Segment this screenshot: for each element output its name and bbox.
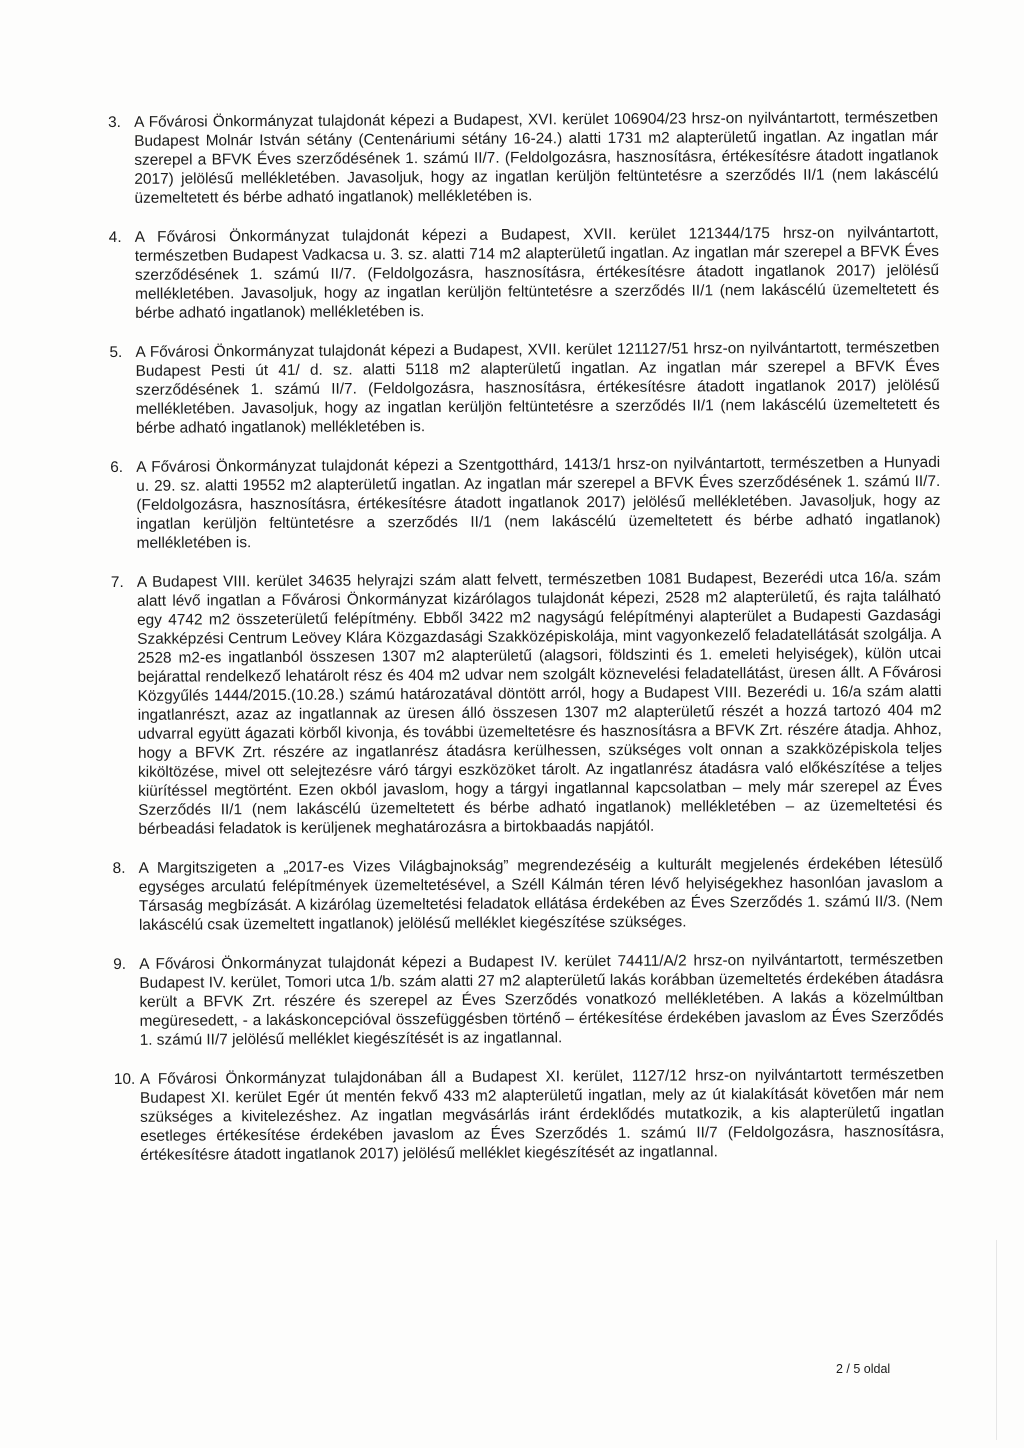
list-item: [110, 453, 941, 553]
item-text: A Budapest VIII. kerület 34635 helyrajzi szám alatt felvett, természetben 1081 Budapest, Bezerédi utca 16/a. szám alatt lévő ingatlan a Fővárosi Önkormányzat kizárólagos tulajdonát képezi, 2528 m2 alapterületű, és rajta található egy 4742 m2 összeterületű felépítmény. Ebből 3422 m2 nagyságú felépítményi alapterület a Budapesti Gazdasági Szakképzési Centrum Leövey Klára Közgazdasági Szakközépiskolája, mint vagyonkezelő feladatellátását szolgálja. A 2528 m2-es ingatlanból összesen 1307 m2 alapterületű (alagsori, földszinti és 1. emeleti helyiségek), külön utcai bejárattal rendelkező lehatárolt rész és 404 m2 udvar nem szolgált köznevelési feladatellátást, üresen állt. A Fővárosi Közgyűlés 1444/2015.(10.28.) számú határozatával döntött arról, hogy a Budapest VIII. Bezerédi u. 16/a szám alatti ingatlanrészt, azaz az ingatlannak az üresen álló összesen 1307 m2 alapterületű részét a hozzá tartozó 404 m2 udvarral együtt ágazati körből kivonja, és további üzemeltetésre és hasznosításra a BFVK Zrt. részére átadja. Ahhoz, hogy a BFVK Zrt. részére az ingatlanrész átadásra kerülhessen, szükséges volt onnan a szakközépiskola teljes kiköltözése, mivel ott selejtezésre váró tárgyi eszközöket tárolt. Az ingatlanrész átadásra való előkészítése a teljes kiürítéssel megtörtént. Ezen okból javaslom, hogy a tárgyi ingatlannal kapcsolatban – mely már szerepel az Éves Szerződés II/1 (nem lakáscélú üzemeltetett és bérbe adható ingatlanok) mellékletében – az üzemeltetési és bérbeadási feladatok is kerüljenek meghatározásra a birtokbaadás napjától.: [136, 568, 943, 838]
document-body: [108, 108, 945, 1185]
item-number: 8.: [112, 859, 126, 877]
list-item: [108, 108, 939, 208]
item-number: 10.: [113, 1070, 136, 1088]
item-text: A Fővárosi Önkormányzat tulajdonát képezi a Budapest IV. kerület 74411/A/2 hrsz-on nyilvántartott, természetben Budapest IV. kerület, Tomori utca 1/b. szám alatti 27 m2 alapterületű lakás korábban üzemeltetés érdekében átadásra került a BFVK Zrt. részére és szerepel az Éves Szerződés vonatkozó mellékletében. A lakás a közelmúltban megüresedett, - a lakáskoncepcióval összefüggésben történő – értékesítése érdekében javaslom az Éves Szerződés 1. számú II/7 jelölésű melléklet kiegészítését is az ingatlannal.: [139, 950, 944, 1049]
list-item: [109, 223, 940, 323]
list-item: [113, 854, 943, 935]
item-text: A Fővárosi Önkormányzat tulajdonát képezi a Budapest, XVI. kerület 106904/23 hrsz-on nyilvántartott, természetben Budapest Molnár István sétány (Centenáriumi sétány 16-24.) alatti 1731 m2 alapterületű ingatlan. Az ingatlan már szerepel a BFVK Éves szerződésének 1. számú II/7. (Feldolgozásra, hasznosításra, értékesítésre átadott ingatlanok 2017) jelölésű mellékletében. Javasoljuk, hogy az ingatlan kerüljön feltüntetésre a szerződés II/1 (nem lakáscélú üzemeltetett és bérbe adható ingatlanok) mellékletében is.: [134, 108, 939, 207]
item-text: A Fővárosi Önkormányzat tulajdonában áll a Budapest XI. kerület, 1127/12 hrsz-on nyilvántartott természetben Budapest XI. kerület Egér út mentén fekvő 433 m2 alapterületű ingatlan, mely az út kialakítását követően már nem szükséges a kivitelezéshez. Az ingatlan megvásárlás iránt érdeklődés mutatkozik, a kis alapterületű ingatlan esetleges értékesítése érdekében javaslom az Éves Szerződés 1. számú II/7 (Feldolgozásra, hasznosításra, értékesítésre átadott ingatlanok 2017) jelölésű melléklet kiegészítését az ingatlannal.: [139, 1065, 945, 1164]
item-text: A Margitszigeten a „2017-es Vizes Világbajnokság” megrendezéséig a kulturált megjelenés érdekében létesülő egységes arculatú felépítmények üzemeltetésével, a Széll Kálmán téren lévő helyiségekhez hasonlóan javaslom a Társaság megbízását. A kizárólag üzemeltetési feladatok ellátása érdekében az Éves Szerződés 1. számú II/3. (Nem lakáscélú csak üzemeltett ingatlanok) jelölésű melléklet kiegészítése szükséges.: [138, 854, 943, 934]
list-item: [113, 950, 944, 1050]
item-number: 6.: [110, 458, 124, 476]
page-number: 2 / 5 oldal: [836, 1362, 891, 1376]
item-number: 4.: [108, 228, 122, 246]
list-item: [111, 568, 943, 839]
item-text: A Fővárosi Önkormányzat tulajdonát képezi a Budapest, XVII. kerület 121344/175 hrsz-on nyilvántartott, természetben Budapest Vadkacsa u. 3. sz. alatti 714 m2 alapterületű ingatlan. Az ingatlan már szerepel a BFVK Éves szerződésének 1. számú II/7. (Feldolgozásra, hasznosításra, értékesítésre átadott ingatlanok 2017) jelölésű mellékletében. Javasoljuk, hogy az ingatlan kerüljön feltüntetésre a szerződés II/1 (nem lakáscélú üzemeltetett és bérbe adható ingatlanok) mellékletében is.: [134, 223, 940, 322]
item-number: 7.: [110, 573, 124, 591]
scan-edge-line: [996, 1240, 997, 1440]
item-number: 9.: [113, 955, 127, 973]
item-number: 5.: [109, 343, 123, 361]
list-item: [114, 1065, 945, 1165]
list-item: [109, 338, 940, 438]
item-number: 3.: [108, 113, 121, 131]
item-text: A Fővárosi Önkormányzat tulajdonát képezi a Szentgotthárd, 1413/1 hrsz-on nyilvántartott, természetben a Hunyadi u. 29. sz. alatti 19552 m2 alapterületű ingatlan. Az ingatlan már szerepel a BFVK Éves szerződésének 1. számú II/7. (Feldolgozásra, hasznosításra, értékesítésre átadott ingatlanok 2017) jelölésű mellékletében. Javasoljuk, hogy az ingatlan kerüljön feltüntetésre a szerződés II/1 (nem lakáscélú üzemeltetett és bérbe adható ingatlanok) mellékletében is.: [136, 453, 941, 552]
item-text: A Fővárosi Önkormányzat tulajdonát képezi a Budapest, XVII. kerület 121127/51 hrsz-on nyilvántartott, természetben Budapest Pesti út 41/ d. sz. alatti 5118 m2 alapterületű ingatlan. Az ingatlan már szerepel a BFVK Éves szerződésének 1. számú II/7. (Feldolgozásra, hasznosításra, értékesítésre átadott ingatlanok 2017) jelölésű mellékletében. Javasoljuk, hogy az ingatlan kerüljön feltüntetésre a szerződés II/1 (nem lakáscélú üzemeltetett és bérbe adható ingatlanok) mellékletében is.: [135, 338, 940, 437]
